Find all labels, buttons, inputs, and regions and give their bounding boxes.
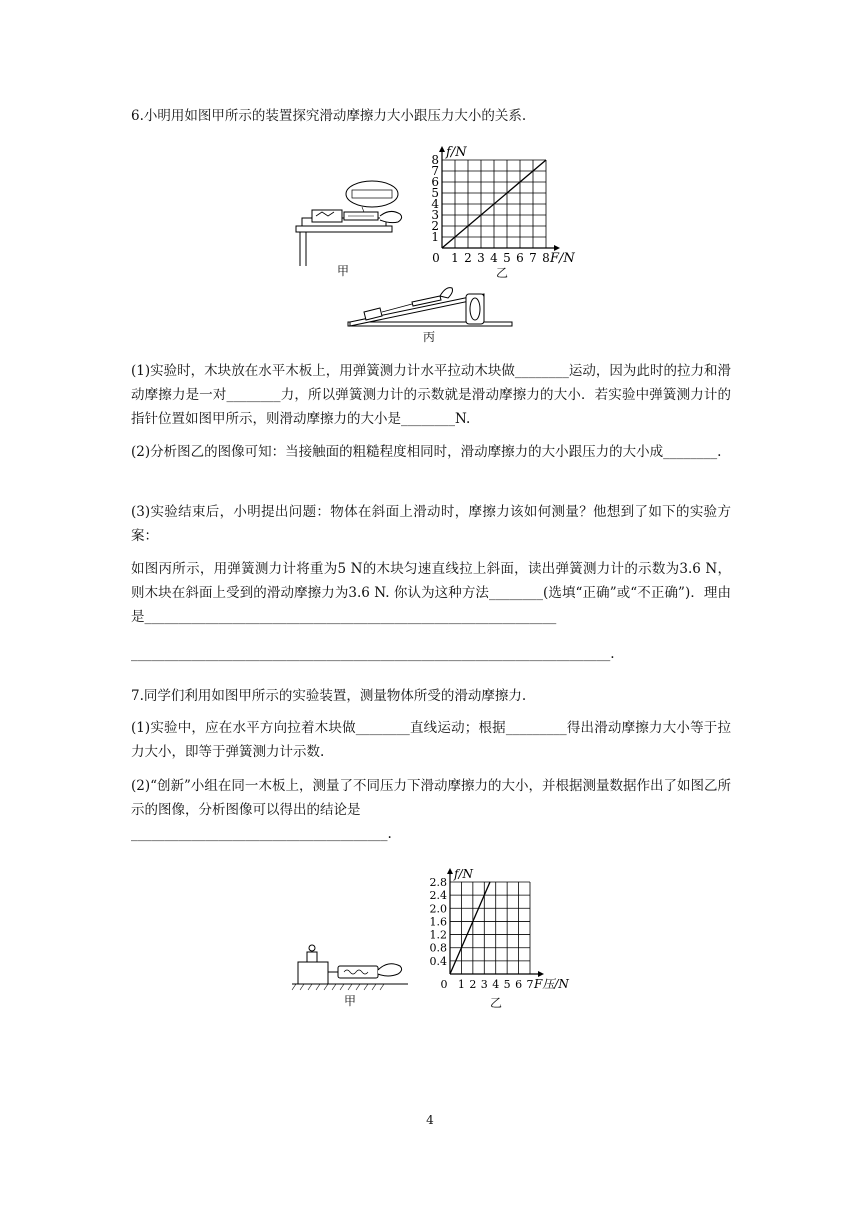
x-tick-label: 4 xyxy=(492,978,500,991)
q6-part1: (1)实验时，木块放在水平木板上，用弹簧测力计水平拉动木块做________运动，因为此时的拉力和滑动摩擦力是一对________力，所以弹簧测力计的示数就是滑动摩擦力的大小．若实验中弹簧测力计的指针位置如图甲所示，则滑动摩擦力的大小是________N. xyxy=(131,363,731,427)
x-tick-label: 1 xyxy=(451,251,459,265)
y-tick-label: 2.4 xyxy=(429,889,447,903)
x-tick-label: 0 xyxy=(440,978,448,991)
x-axis-label: F压/N xyxy=(534,977,569,991)
q6-part2: (2)分析图乙的图像可知：当接触面的粗糙程度相同时，滑动摩擦力的大小跟压力的大小成________. xyxy=(131,444,722,460)
x-tick-label: 6 xyxy=(516,251,524,265)
y-axis-label: f/N xyxy=(454,867,473,881)
x-tick-label: 1 xyxy=(457,978,465,991)
y-tick-label: 2.0 xyxy=(429,902,447,916)
x-tick-label: 6 xyxy=(515,978,523,991)
x-axis-label: F/N xyxy=(550,251,575,266)
x-tick-label: 3 xyxy=(480,978,488,991)
y-tick-label: 8 xyxy=(431,153,439,167)
y-tick-label: 1.2 xyxy=(429,928,447,942)
q6-label-bing: 丙 xyxy=(423,330,436,344)
q6-chart-yi xyxy=(420,140,580,270)
q7-part1: (1)实验中，应在水平方向拉着木块做________直线运动；根据_________得出滑动摩擦力大小等于拉力大小，即等于弹簧测力计示数. xyxy=(131,720,731,760)
x-tick-label: 4 xyxy=(490,251,498,265)
y-tick-label: 6 xyxy=(431,175,439,189)
q7-part3: ______________________________________. xyxy=(131,826,392,842)
q6-part5: _______________________________________________________________________. xyxy=(131,646,615,662)
x-tick-label: 7 xyxy=(529,251,537,265)
q7-label-jia: 甲 xyxy=(344,994,357,1008)
q7-stem: 7.同学们利用如图甲所示的实验装置，测量物体所受的滑动摩擦力. xyxy=(131,688,527,704)
q7-label-yi: 乙 xyxy=(490,996,503,1010)
q6-stem: 6.小明用如图甲所示的装置探究滑动摩擦力大小跟压力大小的关系. xyxy=(131,108,527,124)
x-tick-label: 3 xyxy=(477,251,485,265)
x-tick-label: 5 xyxy=(503,251,511,265)
y-tick-label: 5 xyxy=(431,186,439,200)
q6-label-jia: 甲 xyxy=(337,264,350,278)
y-tick-label: 1 xyxy=(431,230,439,244)
q7-part2: (2)“创新”小组在同一木板上，测量了不同压力下滑动摩擦力的大小，并根据测量数据作出了如图乙所示的图像，分析图像可以得出的结论是 xyxy=(131,778,731,818)
x-tick-label: 7 xyxy=(526,978,534,991)
y-axis-arrow xyxy=(447,868,453,874)
page-number: 4 xyxy=(426,1113,434,1127)
q6-label-yi: 乙 xyxy=(496,266,509,280)
y-tick-label: 7 xyxy=(431,164,439,178)
x-tick-label: 2 xyxy=(464,251,472,265)
y-axis-arrow xyxy=(439,146,445,152)
x-tick-label: 5 xyxy=(503,978,511,991)
y-tick-label: 0.8 xyxy=(429,941,447,955)
q6-part4: 如图丙所示，用弹簧测力计将重为5 N的木块匀速直线拉上斜面，读出弹簧测力计的示数为3.6 N，则木块在斜面上受到的滑动摩擦力为3.6 N. 你认为这种方法________(选填“正确”或“不正确”)．理由是_____________________________________________________________ xyxy=(131,561,731,625)
y-axis-label: f/N xyxy=(446,145,467,160)
q7-chart-yi xyxy=(418,858,588,994)
x-tick-label: 2 xyxy=(469,978,477,991)
y-tick-label: 4 xyxy=(431,197,439,211)
q6-part3: (3)实验结束后，小明提出问题：物体在斜面上滑动时，摩擦力该如何测量？他想到了如下的实验方案： xyxy=(131,504,731,544)
y-tick-label: 1.6 xyxy=(429,915,447,929)
q7-figure-jia-apparatus xyxy=(290,938,410,998)
x-tick-label: 0 xyxy=(432,251,440,265)
y-tick-label: 0.4 xyxy=(429,954,447,968)
q6-figure-jia-apparatus xyxy=(292,180,422,270)
q6-figure-bing-incline xyxy=(346,278,516,330)
y-tick-label: 2 xyxy=(431,219,439,233)
x-tick-label: 8 xyxy=(542,251,550,265)
y-tick-label: 3 xyxy=(431,208,439,222)
y-tick-label: 2.8 xyxy=(429,876,447,889)
